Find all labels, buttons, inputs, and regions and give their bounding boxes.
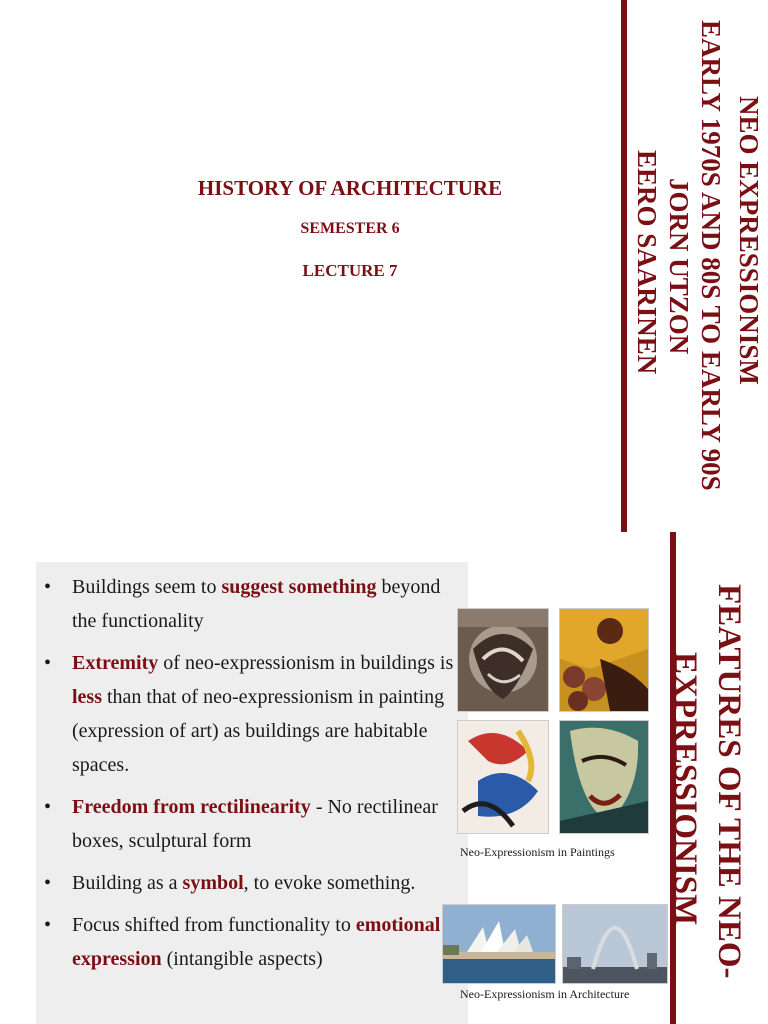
bullet-marker: •	[44, 576, 52, 598]
painting-2-image	[559, 608, 649, 712]
bullet-keyword: less	[72, 686, 102, 708]
architecture-caption: Neo-Expressionism in Architecture	[460, 987, 630, 1001]
bullet-text: beyond the functionality	[72, 576, 441, 632]
bullet-marker: •	[44, 914, 52, 936]
painting-3-image	[457, 720, 549, 834]
bullet-keyword: suggest something	[221, 576, 377, 598]
vertical-architect-2: EERO SAARINEN	[632, 150, 662, 375]
bullet-item	[44, 646, 468, 782]
bullet-keyword: Freedom from rectilinearity	[72, 796, 311, 818]
painting-4-image	[559, 720, 649, 834]
vertical-period: EARLY 1970S AND 80S TO EARLY 90S	[696, 20, 726, 491]
lecture-label: LECTURE 7	[302, 261, 398, 280]
slide-title: HISTORY OF ARCHITECTURE	[197, 176, 503, 200]
bullet-marker: •	[44, 796, 52, 818]
bullet-text: , to evoke something.	[243, 872, 416, 894]
bullet-panel	[36, 562, 468, 1024]
bullet-text: - No rectilinear boxes, sculptural form	[72, 796, 438, 852]
features-slide	[0, 532, 768, 1024]
vertical-topic-title: NEO EXPRESSIONISM	[734, 96, 764, 385]
bullet-item	[44, 866, 468, 900]
vertical-slide-title-line-2: EXPRESSIONISM	[667, 652, 703, 926]
bullet-text: Buildings seem to	[72, 576, 222, 598]
bullet-text: (intangible aspects)	[161, 948, 323, 970]
bullet-item	[44, 570, 468, 638]
bullet-keyword: symbol	[182, 872, 244, 894]
bullet-marker: •	[44, 872, 52, 894]
bullet-text: Building as a	[72, 872, 183, 894]
sydney-opera-house-image	[442, 904, 556, 984]
vertical-architect-1: JORN UTZON	[664, 178, 694, 355]
paintings-caption: Neo-Expressionism in Paintings	[460, 845, 615, 859]
bullet-text: of neo-expressionism in buildings is	[158, 652, 454, 674]
bullet-text: than that of neo-expressionism in painting (expression of art) as buildings are habitable spaces.	[72, 686, 445, 776]
bullet-item	[44, 908, 468, 976]
semester-label: SEMESTER 6	[300, 220, 400, 237]
gateway-arch-image	[562, 904, 668, 984]
vertical-slide-title-line-1: FEATURES OF THE NEO-	[711, 584, 747, 979]
bullet-text: Focus shifted from functionality to	[72, 914, 356, 936]
bullet-marker: •	[44, 652, 52, 674]
bullet-keyword: Extremity	[72, 652, 159, 674]
painting-1-image	[457, 608, 549, 712]
accent-bar	[621, 0, 627, 532]
bullet-list	[44, 570, 468, 984]
bullet-item	[44, 790, 468, 858]
bullet-keyword: emotional expression	[72, 914, 441, 970]
